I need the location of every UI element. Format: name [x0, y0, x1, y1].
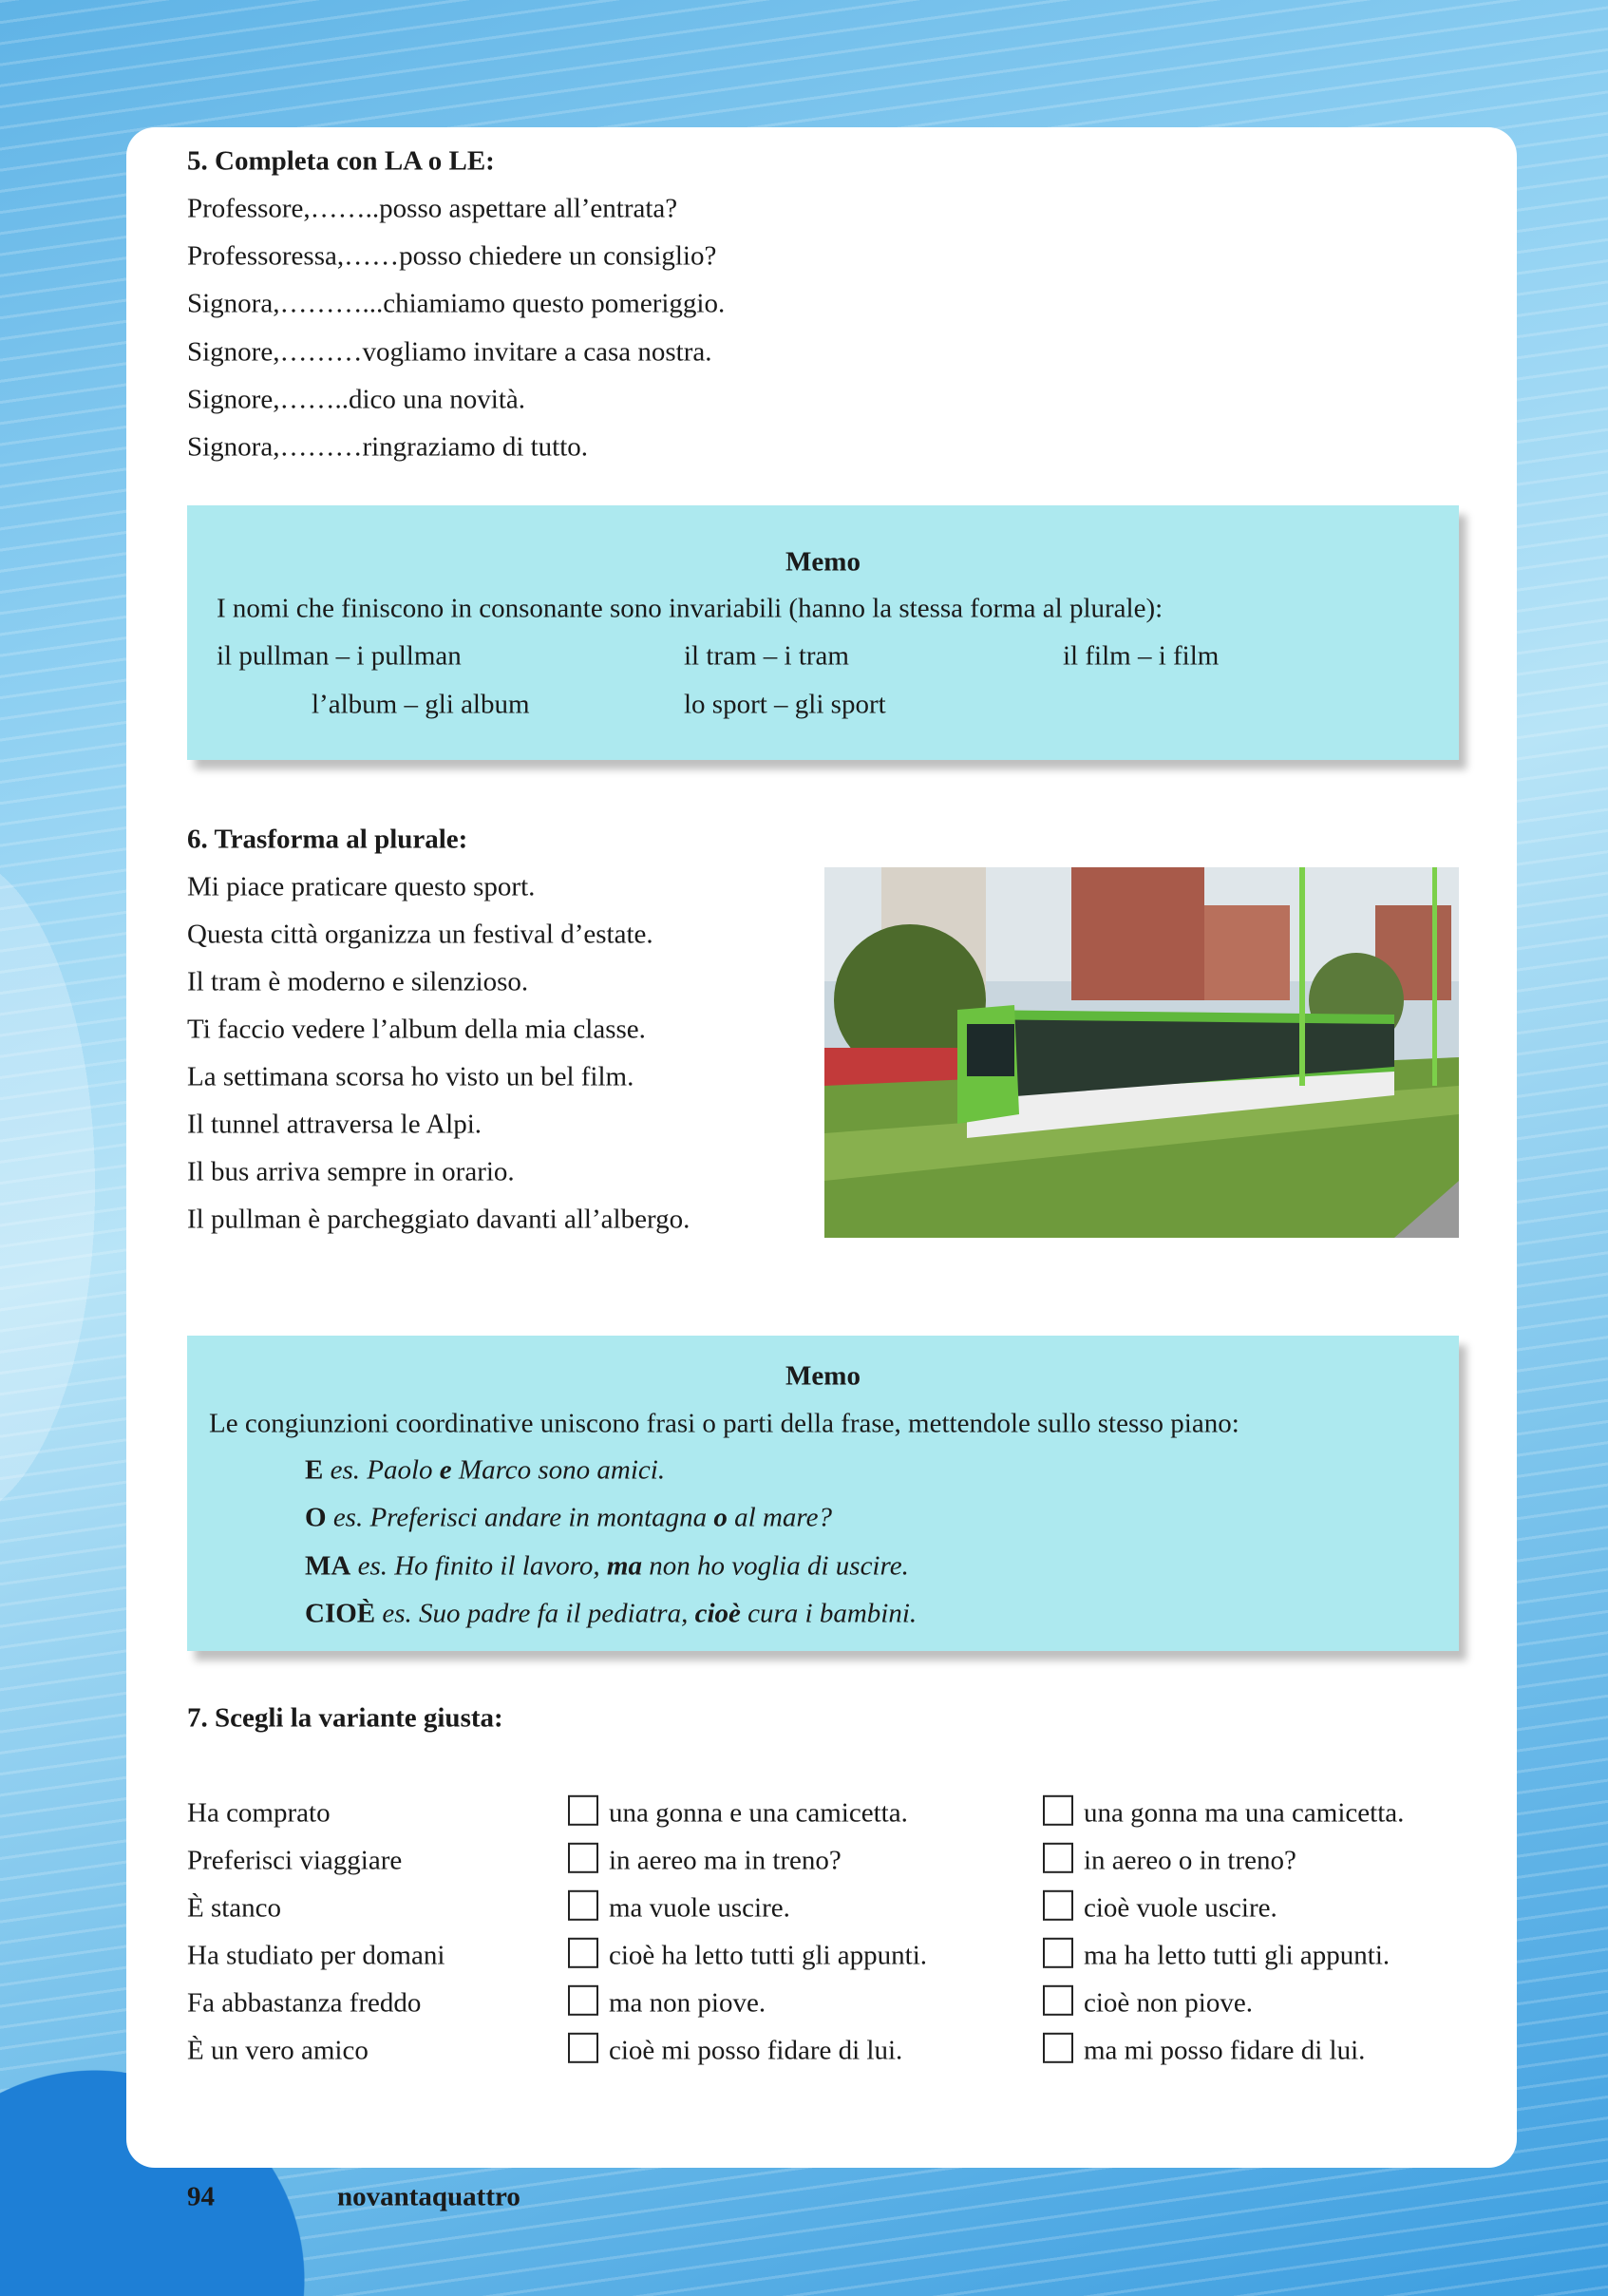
option-b-checkbox[interactable]: [1043, 1938, 1073, 1968]
exercise-line: Signora,………...chiamiamo questo pomeriggio.: [187, 288, 726, 319]
option-b-checkbox[interactable]: [1043, 1985, 1073, 2016]
memo-example: il film – i film: [1063, 640, 1220, 672]
memo-example: [305, 1552, 909, 1580]
memo-example: l’album – gli album: [312, 689, 530, 720]
option-b-label[interactable]: cioè non piove.: [1084, 1987, 1253, 2019]
option-b-checkbox[interactable]: [1043, 1843, 1073, 1873]
exercise-line: Professoressa,……posso chiedere un consiglio?: [187, 240, 717, 272]
option-a-checkbox[interactable]: [568, 1795, 598, 1826]
option-a-label[interactable]: cioè ha letto tutti gli appunti.: [609, 1940, 928, 1971]
option-b-checkbox[interactable]: [1043, 1795, 1073, 1826]
option-b-label[interactable]: una gonna ma una camicetta.: [1084, 1797, 1405, 1829]
option-b-label[interactable]: ma mi posso fidare di lui.: [1084, 2035, 1366, 2066]
example-text: al mare?: [727, 1502, 832, 1533]
memo-box-1: [187, 505, 1459, 760]
conjunction: E: [305, 1454, 324, 1486]
option-a-checkbox[interactable]: [568, 1938, 598, 1968]
exercise-line: Il tunnel attraversa le Alpi.: [187, 1109, 482, 1140]
option-b-label[interactable]: ma ha letto tutti gli appunti.: [1084, 1940, 1390, 1971]
option-b-checkbox[interactable]: [1043, 2033, 1073, 2063]
option-a-checkbox[interactable]: [568, 1985, 598, 2016]
option-a-label[interactable]: una gonna e una camicetta.: [609, 1797, 908, 1829]
exercise-line: Il pullman è parcheggiato davanti all’albergo.: [187, 1204, 690, 1235]
example-text: Marco sono amici.: [451, 1454, 666, 1486]
exercise-line: Mi piace praticare questo sport.: [187, 871, 536, 902]
question-stem: È stanco: [187, 1892, 282, 1924]
exercise-line: Ti faccio vedere l’album della mia classe.: [187, 1014, 646, 1045]
exercise-line: Questa città organizza un festival d’estate.: [187, 919, 653, 950]
option-a-checkbox[interactable]: [568, 1890, 598, 1921]
exercise-line: Il bus arriva sempre in orario.: [187, 1156, 515, 1187]
example-keyword: o: [713, 1502, 728, 1533]
conjunction: CIOÈ: [305, 1598, 376, 1629]
example-text: cura i bambini.: [740, 1598, 918, 1629]
example-text: es. Suo padre fa il pediatra,: [382, 1598, 695, 1629]
memo-example: lo sport – gli sport: [684, 689, 886, 720]
conjunction: MA: [305, 1550, 351, 1582]
example-text: es. Ho finito il lavoro,: [357, 1550, 607, 1582]
exercise-line: Signore,……..dico una novità.: [187, 384, 526, 415]
page-number: 94: [187, 2181, 215, 2212]
option-b-label[interactable]: in aereo o in treno?: [1084, 1845, 1296, 1876]
memo-example: il tram – i tram: [684, 640, 849, 672]
option-a-checkbox[interactable]: [568, 1843, 598, 1873]
example-keyword: e: [439, 1454, 452, 1486]
page-number-word: novantaquattro: [337, 2181, 520, 2212]
question-stem: Preferisci viaggiare: [187, 1845, 403, 1876]
example-keyword: cioè: [694, 1598, 741, 1629]
memo-example: [305, 1600, 917, 1627]
memo-text: Le congiunzioni coordinative uniscono frasi o parti della frase, mettendole sullo stesso piano:: [209, 1408, 1239, 1439]
conjunction: O: [305, 1502, 327, 1533]
memo-box-2: [187, 1336, 1459, 1651]
question-stem: Fa abbastanza freddo: [187, 1987, 422, 2019]
exercise-line: Professore,……..posso aspettare all’entrata?: [187, 193, 678, 224]
memo-example: [305, 1454, 666, 1486]
question-stem: Ha comprato: [187, 1797, 331, 1829]
question-stem: È un vero amico: [187, 2035, 369, 2066]
exercise-line: La settimana scorsa ho visto un bel film.: [187, 1061, 634, 1092]
exercise-7-title: 7. Scegli la variante giusta:: [187, 1702, 503, 1734]
option-b-label[interactable]: cioè vuole uscire.: [1084, 1892, 1277, 1924]
exercise-5-title: 5. Completa con LA o LE:: [187, 145, 495, 177]
memo-text: I nomi che finiscono in consonante sono invariabili (hanno la stessa forma al plurale):: [217, 593, 1163, 624]
exercise-line: Signore,………vogliamo invitare a casa nostra.: [187, 336, 712, 368]
tram-photo: [824, 867, 1459, 1238]
option-a-label[interactable]: ma vuole uscire.: [609, 1892, 790, 1924]
option-b-checkbox[interactable]: [1043, 1890, 1073, 1921]
example-text: es. Preferisci andare in montagna: [332, 1502, 714, 1533]
example-keyword: ma: [606, 1550, 642, 1582]
example-text: es. Paolo: [330, 1454, 440, 1486]
question-stem: Ha studiato per domani: [187, 1940, 445, 1971]
memo-example: il pullman – i pullman: [217, 640, 462, 672]
exercise-6-title: 6. Trasforma al plurale:: [187, 824, 468, 855]
option-a-label[interactable]: ma non piove.: [609, 1987, 766, 2019]
memo-example: [305, 1502, 832, 1533]
option-a-checkbox[interactable]: [568, 2033, 598, 2063]
exercise-line: Il tram è moderno e silenzioso.: [187, 966, 529, 997]
memo-title: Memo: [785, 1360, 861, 1392]
option-a-label[interactable]: in aereo ma in treno?: [609, 1845, 842, 1876]
example-text: non ho voglia di uscire.: [641, 1550, 909, 1582]
memo-title: Memo: [785, 546, 861, 578]
option-a-label[interactable]: cioè mi posso fidare di lui.: [609, 2035, 903, 2066]
exercise-line: Signora,………ringraziamo di tutto.: [187, 431, 589, 463]
